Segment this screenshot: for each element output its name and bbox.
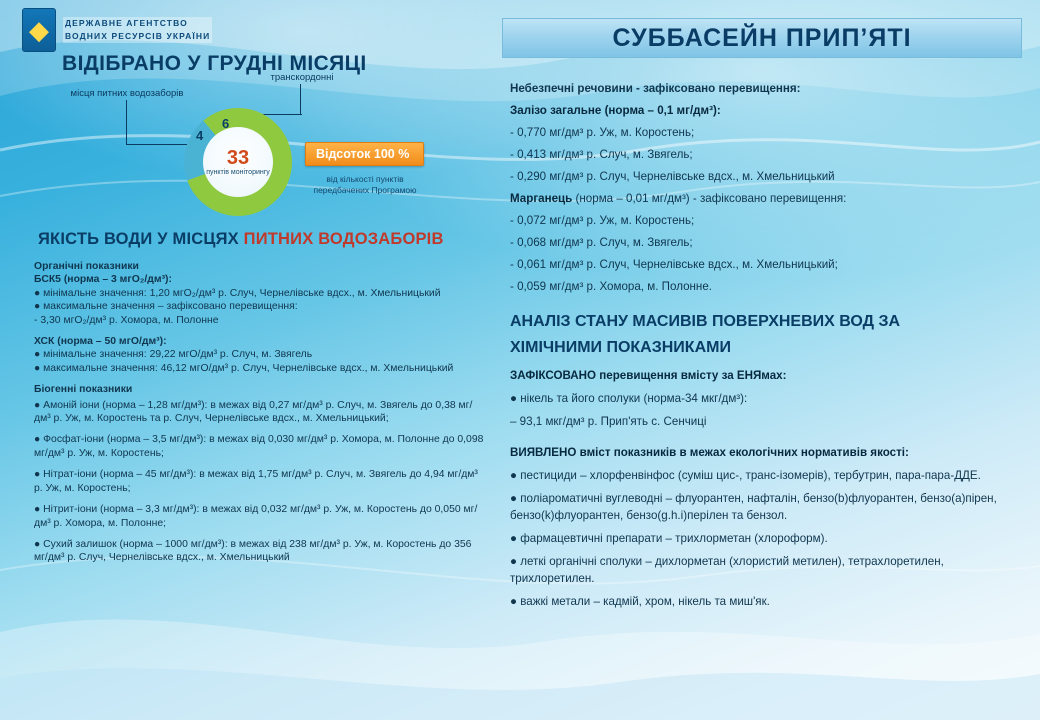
iron-value: - 0,290 мг/дм³ р. Случ, Чернелівське вдсх., м. Хмельницький — [510, 170, 835, 183]
water-quality-title-plain: ЯКІСТЬ ВОДИ У МІСЦЯХ — [38, 230, 244, 248]
manganese-value: - 0,059 мг/дм³ р. Хомора, м. Полонне. — [510, 280, 713, 293]
agency-logo — [22, 8, 212, 52]
water-quality-section-title — [38, 230, 444, 249]
indicator-line: ● Фосфат-іони (норма – 3,5 мг/дм³): в межах від 0,030 мг/дм³ р. Хомора, м. Полонне до 0,098 мг/дм³ р. Уж, м. Коростень; — [34, 434, 484, 459]
subbasin-banner-title: СУББАСЕЙН ПРИП’ЯТІ — [612, 23, 912, 52]
indicator-line: ● Нітрат-іони (норма – 45 мг/дм³): в межах від 1,75 мг/дм³ р. Случ, м. Звягель до 4,94 мг/дм³ р. Уж, м. Коростень; — [34, 469, 478, 494]
subbasin-banner — [502, 18, 1022, 58]
detected-item: ● леткі органічні сполуки – дихлорметан (хлористий метилен), тетрахлоретилен, трихлоретилен. — [510, 555, 944, 585]
manganese-value: - 0,061 мг/дм³ р. Случ, Чернелівське вдсх., м. Хмельницький; — [510, 258, 838, 271]
indicator-block-organic — [34, 260, 486, 327]
manganese-heading-rest: (норма – 0,01 мг/дм³) - зафіксовано перевищення: — [572, 192, 847, 205]
indicator-block-biogenic — [34, 383, 486, 564]
donut-center-label — [203, 127, 273, 197]
agency-logo-text — [63, 17, 212, 43]
indicator-line: - 3,30 мгО₂/дм³ р. Хомора, м. Полонне — [34, 314, 219, 326]
indicator-line: ● Нітрит-іони (норма – 3,3 мг/дм³): в межах від 0,032 мг/дм³ р. Уж, м. Коростень до 0,050 мг/дм³ р. Хомора, м. Полонне; — [34, 504, 478, 529]
percent-badge-note: від кількості пунктів передбачених Програмою — [313, 174, 417, 195]
detected-list — [510, 444, 1022, 610]
agency-logo-line2: ВОДНИХ РЕСУРСІВ УКРАЇНИ — [65, 31, 211, 41]
indicator-line: ● максимальне значення: 46,12 мгО/дм³ р. Случ, Чернелівське вдсх., м. Хмельницький — [34, 362, 454, 374]
indicator-group-label: Органічні показники — [34, 261, 139, 272]
detected-heading — [510, 444, 1022, 461]
manganese-value: - 0,068 мг/дм³ р. Случ, м. Звягель; — [510, 236, 693, 249]
indicator-heading: БСК5 (норма – 3 мгО₂/дм³): — [34, 274, 172, 286]
detected-item: ● важкі метали – кадмій, хром, нікель та миш'як. — [510, 595, 770, 608]
detected-heading-text: ВИЯВЛЕНО вміст показників в межах екологічних нормативів якості: — [510, 446, 909, 459]
manganese-value: - 0,072 мг/дм³ р. Уж, м. Коростень; — [510, 214, 695, 227]
exceedance-list — [510, 367, 1022, 430]
chemical-analysis-title-line1: АНАЛІЗ СТАНУ МАСИВІВ ПОВЕРХНЕВИХ ВОД ЗА — [510, 313, 901, 330]
donut-center-value: 33 — [226, 146, 250, 169]
indicator-line: ● мінімальне значення: 29,22 мгО/дм³ р. Случ, м. Звягель — [34, 349, 313, 361]
chart-label-water-intakes: місця питних водозаборів — [70, 88, 184, 99]
agency-logo-line1: ДЕРЖАВНЕ АГЕНТСТВО — [63, 17, 212, 30]
indicator-line: ● Амоній іони (норма – 1,28 мг/дм³): в межах від 0,27 мг/дм³ р. Случ, м. Звягель до 0,38 мг/дм³ р. Уж, м. Коростень та р. Случ, Чернелівське вдсх., м. Хмельницький; — [34, 399, 473, 425]
iron-heading — [510, 102, 1022, 119]
subbasin-body — [510, 80, 1022, 616]
hazardous-substances-intro: Небезпечні речовини - зафіксовано перевищення: — [510, 82, 801, 95]
chemical-analysis-title-line2: ХІМІЧНИМИ ПОКАЗНИКАМИ — [510, 339, 731, 356]
manganese-heading — [510, 190, 1022, 207]
ukraine-trident-emblem-icon: ◆ — [22, 8, 56, 52]
connector-line-left-h — [126, 144, 188, 145]
iron-value: - 0,413 мг/дм³ р. Случ, м. Звягель; — [510, 148, 693, 161]
indicator-heading: ХСК (норма – 50 мгО/дм³): — [34, 336, 167, 348]
indicator-block-hsk — [34, 335, 486, 375]
donut-segment-value-water-intakes: 4 — [196, 128, 204, 143]
detected-item: ● поліароматичні вуглеводні – флуорантен, нафталін, бензо(b)флуорантен, бензо(a)пірен, бензо(k)флуорантен, бензо(g.h.i)перілен та бензол. — [510, 492, 997, 522]
connector-line-right — [300, 84, 301, 114]
manganese-heading-bold: Марганець — [510, 192, 573, 205]
left-section-heading: ВІДІБРАНО У ГРУДНІ МІСЯЦІ — [62, 52, 367, 75]
iron-value: - 0,770 мг/дм³ р. Уж, м. Коростень; — [510, 126, 695, 139]
exceedance-heading-text: ЗАФІКСОВАНО перевищення вмісту за ЕНЯмах: — [510, 369, 787, 382]
connector-line-left — [126, 100, 127, 144]
exceedance-item: – 93,1 мкг/дм³ р. Прип'ять с. Сенчиці — [510, 415, 707, 428]
donut-center-caption: пунктів моніторингу — [206, 168, 270, 176]
water-quality-body — [34, 260, 486, 573]
exceedance-item: ● нікель та його сполуки (норма-34 мкг/дм³): — [510, 392, 748, 405]
monitoring-points-donut-chart — [184, 108, 292, 216]
indicator-line: ● Сухий залишок (норма – 1000 мг/дм³): в межах від 238 мг/дм³ р. Уж, м. Коростень до 356 мг/дм³ р. Случ, Чернелівське вдсх., м. Хмельницький — [34, 538, 472, 564]
indicator-group-label: Біогенні показники — [34, 384, 133, 396]
iron-heading-text: Залізо загальне (норма – 0,1 мг/дм³): — [510, 104, 721, 117]
exceedance-heading — [510, 367, 1022, 384]
percent-badge: Відсоток 100 % — [305, 142, 424, 166]
water-quality-title-highlight: ПИТНИХ ВОДОЗАБОРІВ — [243, 230, 444, 248]
detected-item: ● фармацевтичні препарати – трихлорметан (хлороформ). — [510, 532, 828, 545]
detected-item: ● пестициди – хлорфенвінфос (суміш цис-, транс-ізомерів), тербутрин, пара-пара-ДДЕ. — [510, 469, 981, 482]
indicator-line: ● мінімальне значення: 1,20 мгО₂/дм³ р. Случ, Чернелівське вдсх., м. Хмельницький — [34, 287, 441, 299]
indicator-line: ● максимальне значення – зафіксовано перевищення: — [34, 301, 298, 313]
chart-label-cross-border: транскордонні — [270, 72, 334, 83]
donut-segment-value-cross-border: 6 — [222, 116, 230, 131]
